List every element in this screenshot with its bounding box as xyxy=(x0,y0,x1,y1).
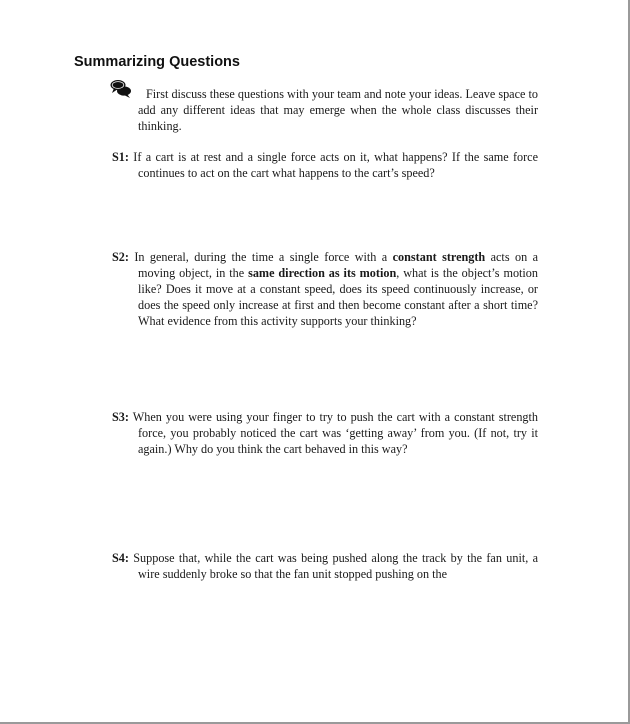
question-emphasis: constant strength xyxy=(392,250,486,264)
question-s2 xyxy=(112,249,538,329)
page-title: Summarizing Questions xyxy=(74,54,240,70)
question-label: S2: xyxy=(112,250,129,264)
question-emphasis: same direction as its motion xyxy=(248,266,397,280)
question-text: , what is the object’s motion like? Does it move at a constant speed, does its speed continuously increase, or does the speed only increase at first and then become constant after a short time? What evidence from this activity supports your thinking? xyxy=(138,266,538,328)
question-text: When you were using your finger to try to push the cart with a constant strength force, you probably noticed the cart was ‘getting away’ from you. (If not, try it again.) Why do you think the cart behaved in this way? xyxy=(132,410,538,456)
question-text: Suppose that, while the cart was being pushed along the track by the fan unit, a wire suddenly broke so that the fan unit stopped pushing on the xyxy=(133,551,539,581)
question-label: S3: xyxy=(112,410,129,424)
question-s1 xyxy=(112,149,538,181)
question-text: acts on a moving object, in the xyxy=(138,250,538,280)
question-label: S1: xyxy=(112,150,129,164)
discussion-icon xyxy=(110,79,132,99)
question-s3 xyxy=(112,409,538,457)
intro-paragraph: First discuss these questions with your team and note your ideas. Leave space to add any different ideas that may emerge when the whole class discusses their thinking. xyxy=(138,87,538,133)
question-text: If a cart is at rest and a single force acts on it, what happens? If the same force continues to act on the cart what happens to the cart’s speed? xyxy=(133,150,538,180)
question-label: S4: xyxy=(112,551,129,565)
question-s4 xyxy=(112,550,538,582)
question-text: In general, during the time a single force with a xyxy=(134,250,393,264)
